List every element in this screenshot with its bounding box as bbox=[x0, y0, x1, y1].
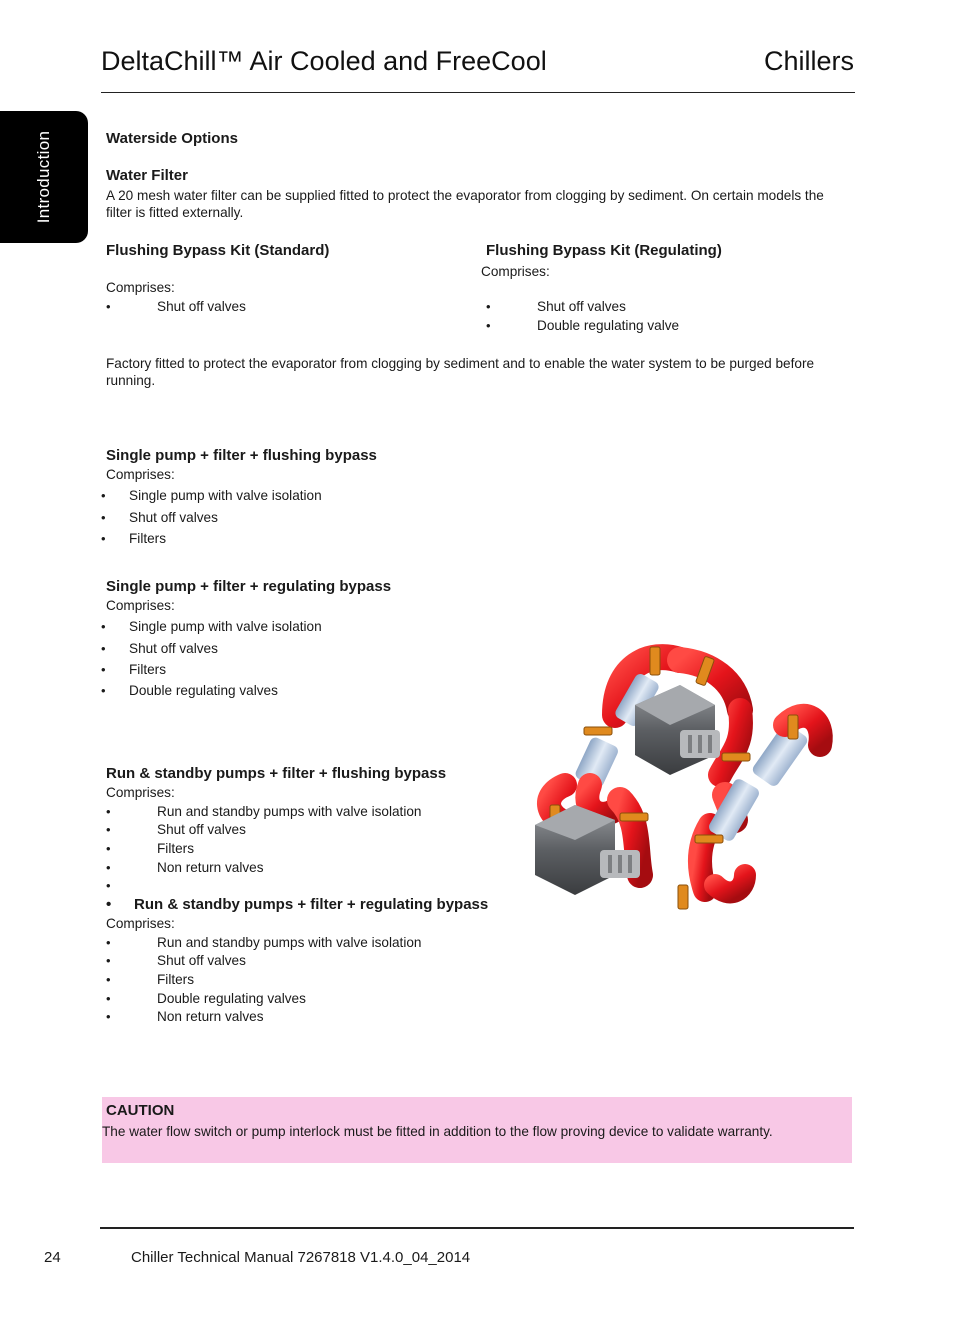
single-regulating-heading: Single pump + filter + regulating bypass bbox=[106, 578, 392, 595]
list-item: Single pump with valve isolation bbox=[129, 488, 322, 503]
list-item: Shut off valves bbox=[157, 822, 246, 837]
water-filter-text-2: filter is fitted externally. bbox=[106, 205, 244, 220]
factory-note-2: running. bbox=[106, 373, 156, 388]
bullet: • bbox=[101, 662, 106, 677]
page-title: DeltaChill™ Air Cooled and FreeCool bbox=[101, 46, 547, 76]
bullet: • bbox=[486, 318, 491, 333]
waterside-heading: Waterside Options bbox=[106, 130, 238, 147]
bullet: • bbox=[106, 953, 111, 968]
kit-regulating-comprises: Comprises: bbox=[481, 264, 550, 279]
list-item: Filters bbox=[129, 531, 167, 546]
water-filter-heading: Water Filter bbox=[106, 167, 188, 184]
kit-standard-heading: Flushing Bypass Kit (Standard) bbox=[106, 242, 330, 259]
single-regulating-comprises: Comprises: bbox=[106, 598, 175, 613]
side-tab[interactable] bbox=[0, 111, 88, 243]
list-item: Shut off valves bbox=[129, 510, 218, 525]
run-regulating-comprises: Comprises: bbox=[106, 916, 175, 931]
list-item: Single pump with valve isolation bbox=[129, 619, 322, 634]
run-flushing-comprises: Comprises: bbox=[106, 785, 175, 800]
single-flushing-comprises: Comprises: bbox=[106, 467, 175, 482]
bullet: • bbox=[101, 488, 106, 503]
bullet: • bbox=[106, 896, 112, 913]
list-item: Non return valves bbox=[157, 860, 264, 875]
list-item: Double regulating valves bbox=[129, 683, 278, 698]
list-item: Double regulating valves bbox=[157, 991, 306, 1006]
run-flushing-heading: Run & standby pumps + filter + flushing bypass bbox=[106, 765, 447, 782]
bullet: • bbox=[106, 991, 111, 1006]
bullet: • bbox=[106, 878, 111, 893]
list-item: Filters bbox=[129, 662, 167, 677]
footer-divider bbox=[100, 1227, 854, 1229]
list-item: Shut off valves bbox=[157, 299, 246, 314]
water-filter-text-1: A 20 mesh water filter can be supplied fitted to protect the evaporator from clogging by sediment. On certain models the bbox=[106, 188, 824, 203]
bullet: • bbox=[106, 935, 111, 950]
bullet: • bbox=[101, 683, 106, 698]
kit-regulating-heading: Flushing Bypass Kit (Regulating) bbox=[486, 242, 722, 259]
run-regulating-heading: Run & standby pumps + filter + regulating bypass bbox=[134, 896, 489, 913]
list-item: Shut off valves bbox=[157, 953, 246, 968]
bullet: • bbox=[101, 619, 106, 634]
list-item: Run and standby pumps with valve isolation bbox=[157, 935, 422, 950]
list-item: Filters bbox=[157, 841, 195, 856]
bullet: • bbox=[106, 972, 111, 987]
caution-heading: CAUTION bbox=[106, 1102, 175, 1119]
list-item: Run and standby pumps with valve isolation bbox=[157, 804, 422, 819]
pump-assembly-illustration bbox=[520, 635, 850, 920]
side-tab-label: Introduction bbox=[34, 130, 53, 224]
list-item: Double regulating valve bbox=[537, 318, 680, 333]
single-flushing-heading: Single pump + filter + flushing bypass bbox=[106, 447, 377, 464]
bullet: • bbox=[101, 641, 106, 656]
list-item: Filters bbox=[157, 972, 195, 987]
list-item: Shut off valves bbox=[129, 641, 218, 656]
manual-reference: Chiller Technical Manual 7267818 V1.4.0_04_2014 bbox=[131, 1249, 471, 1266]
section-title: Chillers bbox=[763, 46, 854, 76]
bullet: • bbox=[101, 510, 106, 525]
bullet: • bbox=[486, 299, 491, 314]
list-item: Non return valves bbox=[157, 1009, 264, 1024]
bullet: • bbox=[106, 822, 111, 837]
kit-standard-comprises: Comprises: bbox=[106, 280, 175, 295]
page-number: 24 bbox=[44, 1249, 61, 1266]
bullet: • bbox=[106, 860, 111, 875]
bullet: • bbox=[106, 1009, 111, 1024]
list-item: Shut off valves bbox=[537, 299, 626, 314]
factory-note-1: Factory fitted to protect the evaporator from clogging by sediment and to enable the water system to be purged before bbox=[106, 356, 815, 371]
bullet: • bbox=[106, 299, 111, 314]
bullet: • bbox=[106, 804, 111, 819]
bullet: • bbox=[106, 841, 111, 856]
bullet: • bbox=[101, 531, 106, 546]
caution-text: The water flow switch or pump interlock must be fitted in addition to the flow proving device to validate warranty. bbox=[102, 1124, 773, 1139]
header-divider bbox=[101, 92, 855, 93]
